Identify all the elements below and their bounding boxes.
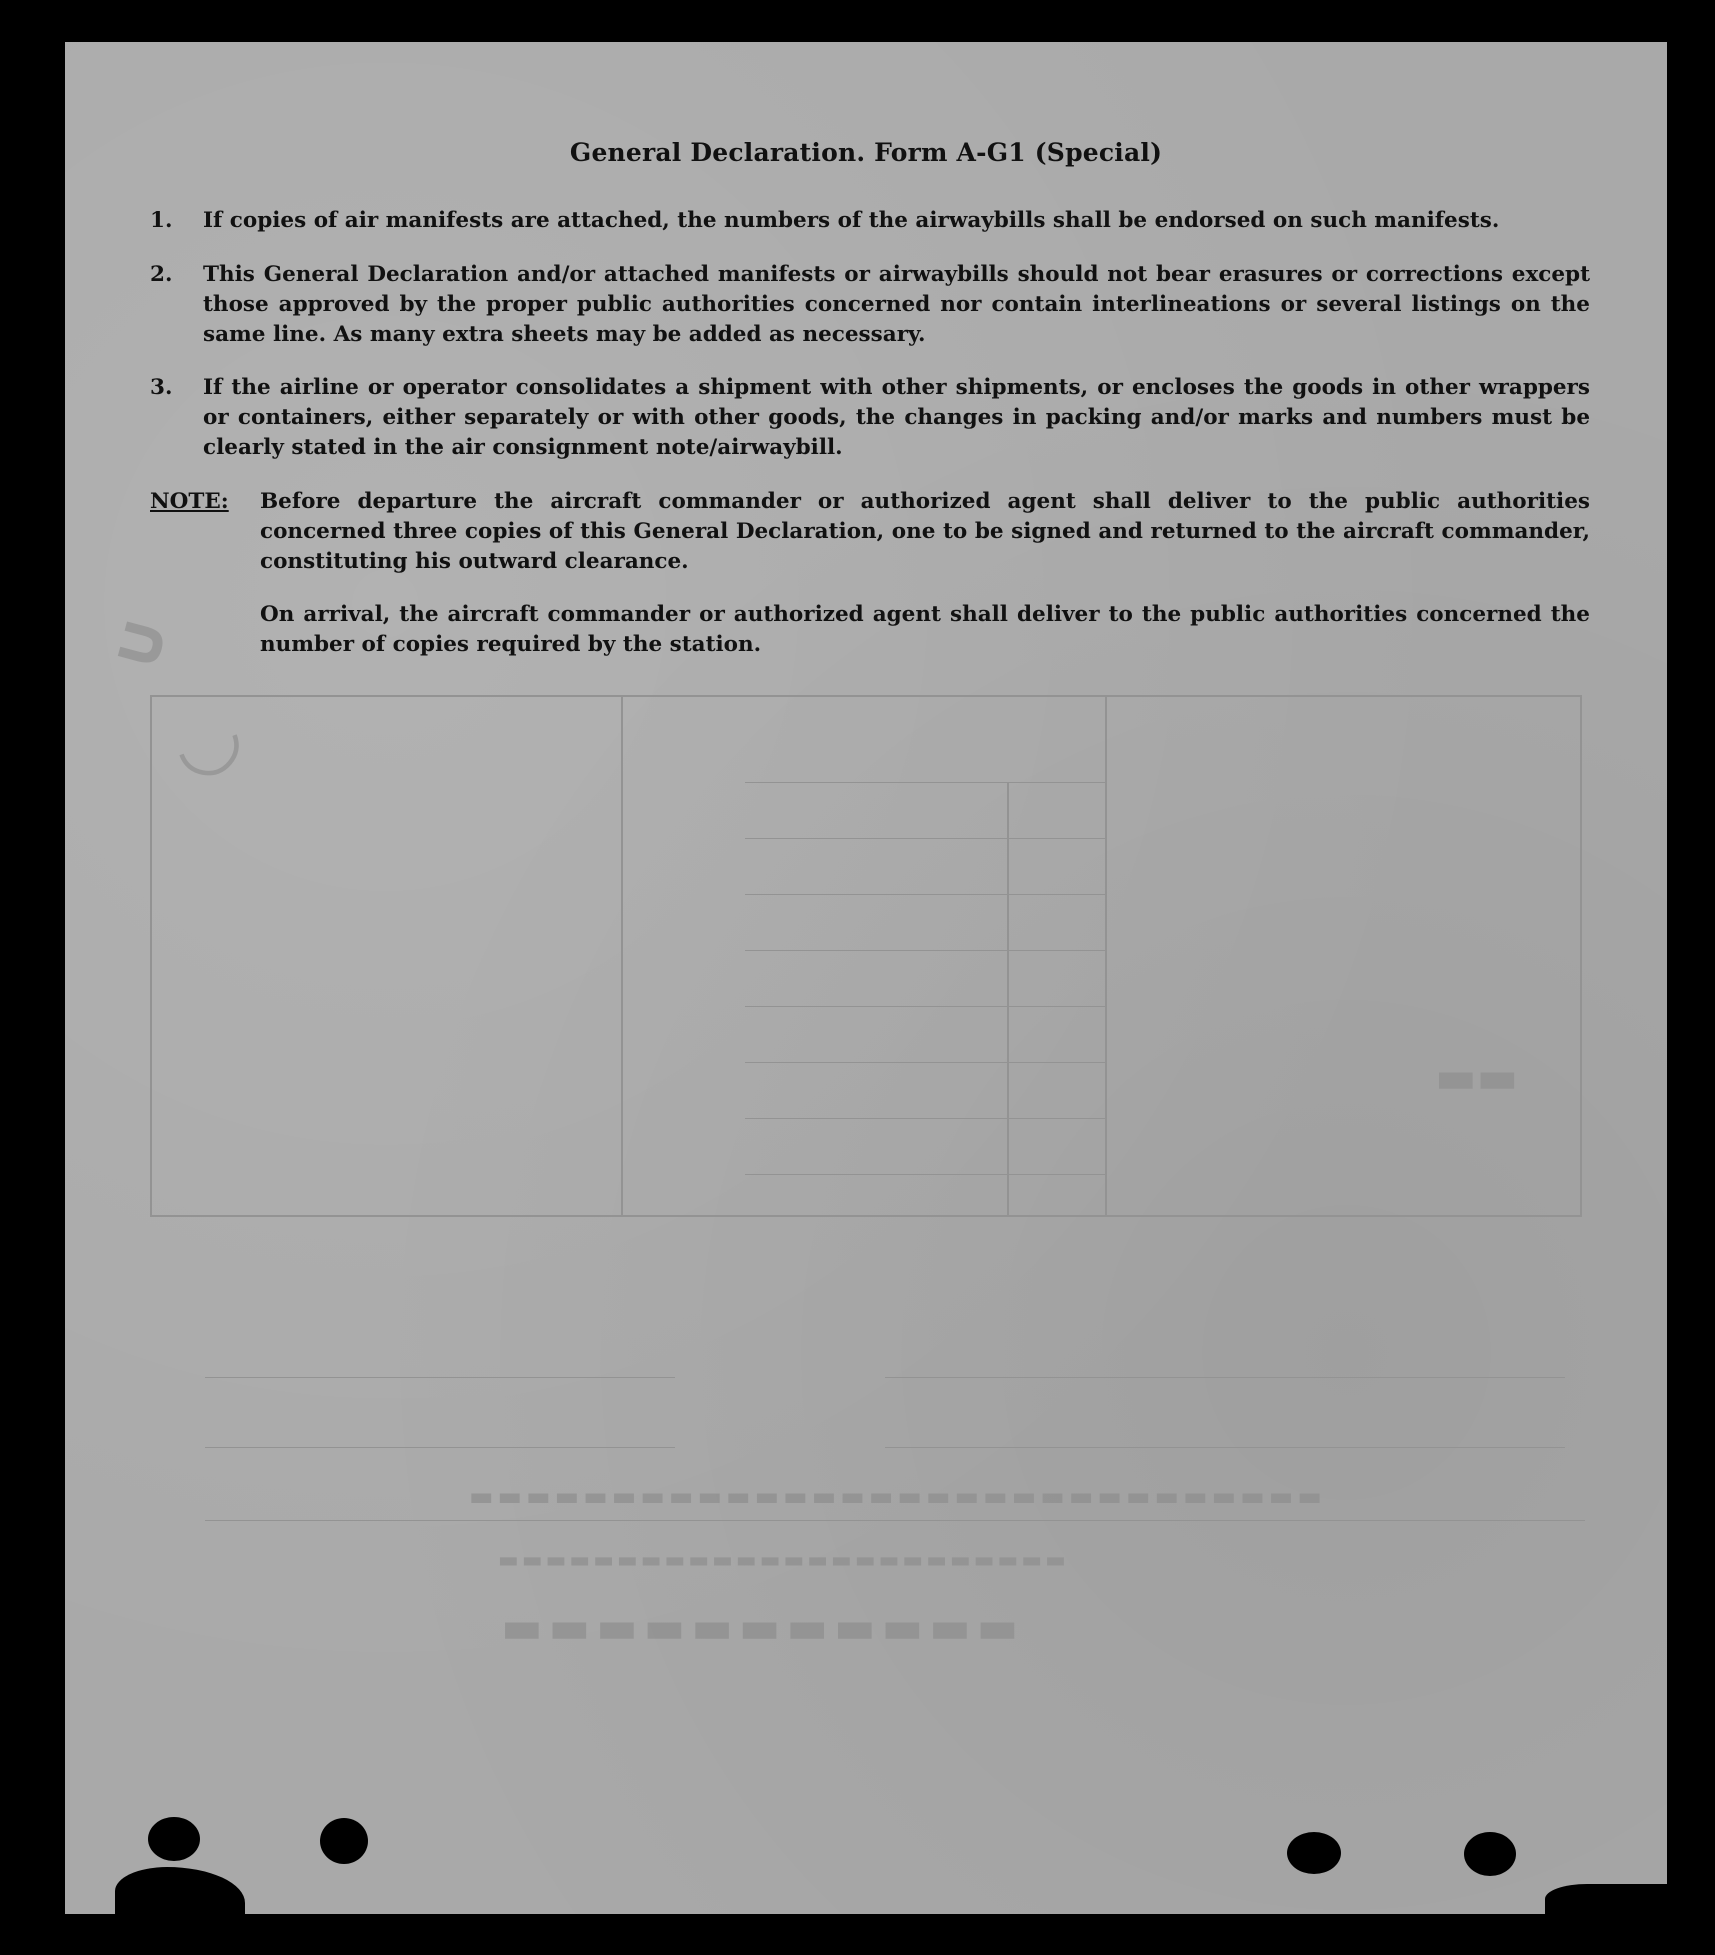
ghost-table-row-7	[745, 1118, 1105, 1119]
punch-hole	[320, 1818, 368, 1864]
ghost-underline-3	[205, 1447, 675, 1448]
ghost-table-row-8	[745, 1174, 1105, 1175]
document-page	[65, 42, 1667, 1914]
ghost-table-row-4	[745, 950, 1105, 951]
ghost-table-divider-2	[1105, 695, 1107, 1217]
list-item	[150, 260, 1590, 352]
faint-stamp-mark-3: ▬▬	[1435, 1052, 1519, 1103]
torn-corner	[115, 1867, 245, 1914]
punch-hole	[1464, 1832, 1516, 1876]
note-paragraph: Before departure the aircraft commander or authorized agent shall deliver to the public authorities concerned three copies of this General Declaration, one to be signed and returned to the aircraft commander, constituting his outward clearance.	[260, 489, 1590, 574]
ghost-reverse-banner: ▬▬▬▬▬▬▬▬▬▬▬▬▬▬▬▬▬▬▬▬▬▬▬▬▬▬▬▬▬▬	[465, 1482, 1322, 1512]
ghost-table-row-1	[745, 782, 1105, 783]
ghost-reverse-subheading: ▬▬▬▬▬▬▬▬▬▬▬▬▬▬▬▬▬▬▬▬▬▬▬▬	[495, 1547, 1066, 1573]
ghost-table-row-2	[745, 838, 1105, 839]
list-item-text: If copies of air manifests are attached, the numbers of the airwaybills shall be endorsed on such manifests.	[203, 208, 1500, 233]
ghost-underline-2	[885, 1377, 1565, 1378]
ghost-table-border-bottom	[150, 1215, 1582, 1217]
punch-hole	[148, 1817, 200, 1861]
ghost-table-row-3	[745, 894, 1105, 895]
ghost-underline-1	[205, 1377, 675, 1378]
note-paragraph: On arrival, the aircraft commander or authorized agent shall deliver to the public authorities concerned the number of copies required by the station.	[260, 602, 1590, 657]
note-label: NOTE:	[150, 489, 229, 514]
ghost-table-border-top	[150, 695, 1582, 697]
ghost-table-divider-3	[1007, 782, 1009, 1217]
list-item-number: 1.	[150, 208, 173, 233]
list-item-number: 3.	[150, 375, 173, 400]
ghost-reverse-heading: ▬▬▬▬▬▬▬▬▬▬▬	[495, 1602, 1019, 1653]
list-item	[150, 206, 1590, 238]
note-section	[150, 487, 1590, 582]
punch-hole	[1287, 1832, 1341, 1874]
list-item-text: This General Declaration and/or attached manifests or airwaybills should not bear erasures or corrections except those approved by the proper public authorities concerned nor contain interlineations or several listings on the same line. As many extra sheets may be added as necessary.	[203, 262, 1590, 347]
page-title: General Declaration. Form A-G1 (Special)	[569, 138, 1163, 167]
ghost-table-border-right	[1580, 695, 1582, 1217]
ghost-table-divider-1	[621, 695, 623, 1217]
ghost-underline-5	[205, 1520, 1585, 1521]
ghost-table-row-6	[745, 1062, 1105, 1063]
list-item	[150, 373, 1590, 465]
torn-corner-right	[1545, 1884, 1667, 1914]
ghost-table-border-left	[150, 695, 152, 1217]
list-item-number: 2.	[150, 262, 173, 287]
note-section-2	[150, 600, 1590, 662]
ghost-underline-4	[885, 1447, 1565, 1448]
ghost-table-row-5	[745, 1006, 1105, 1007]
list-item-text: If the airline or operator consolidates a shipment with other shipments, or encloses the goods in other wrappers or containers, either separately or with other goods, the changes in packing and/or marks and numbers must be clearly stated in the air consignment note/airwaybill.	[203, 375, 1590, 460]
faint-stamp-mark-2: ◡	[160, 684, 251, 793]
faint-stamp-mark: ∪	[91, 604, 186, 682]
